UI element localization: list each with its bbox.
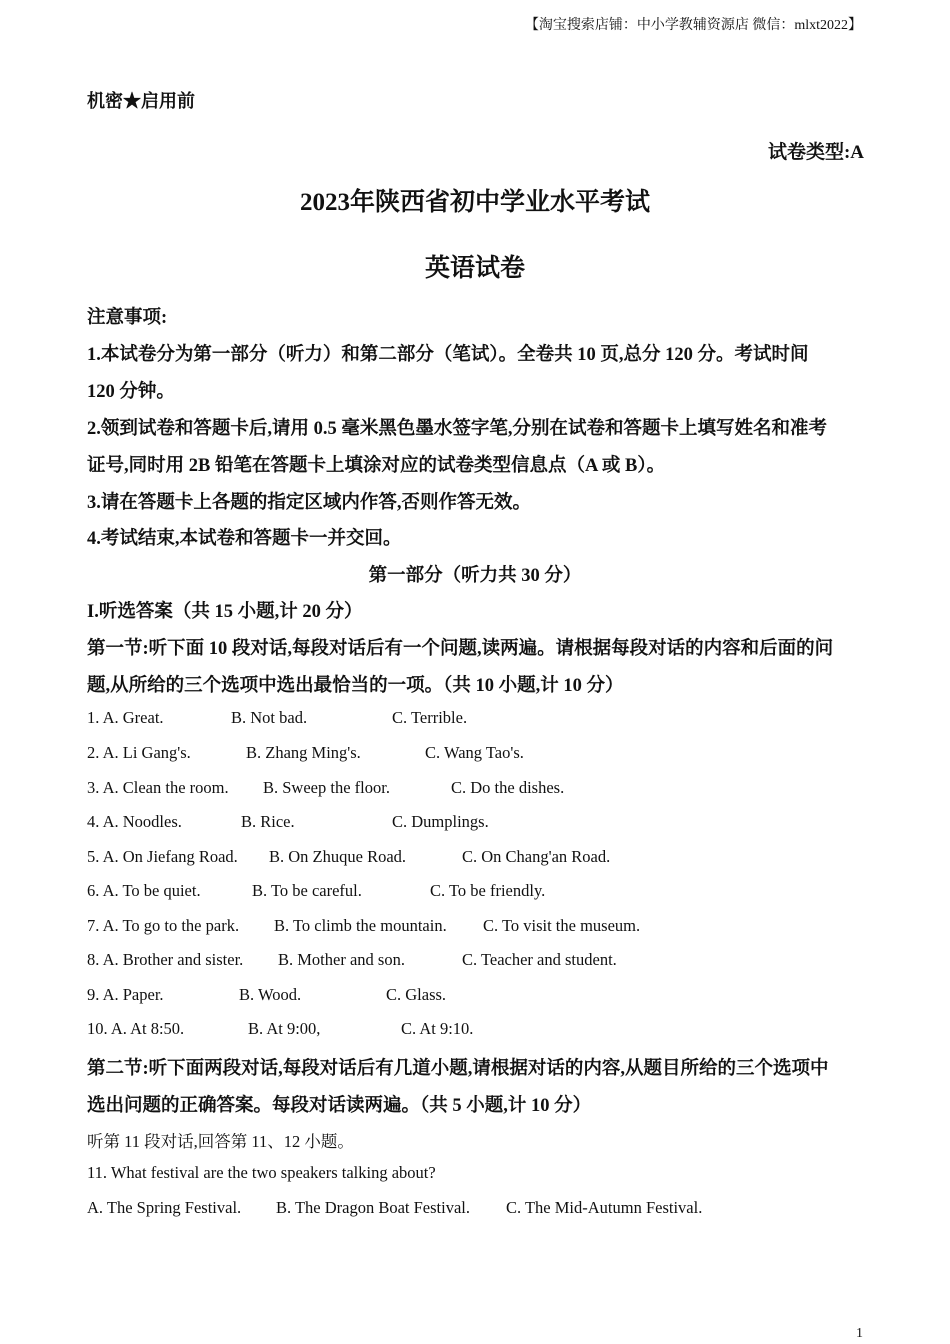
page-number: 1 <box>856 1326 863 1341</box>
option-c: C. On Chang'an Road. <box>462 847 611 866</box>
option-b: B. To climb the mountain. <box>274 916 447 935</box>
option-b: B. Not bad. <box>231 708 308 727</box>
option-b: B. Wood. <box>239 985 302 1004</box>
option-a: 2. A. Li Gang's. <box>87 743 191 762</box>
option-c: C. Terrible. <box>392 708 468 727</box>
section-1-instruction-line-1: 第一节:听下面 10 段对话,每段对话后有一个问题,读两遍。请根据每段对话的内容和后面的问 <box>87 639 834 659</box>
option-a: 5. A. On Jiefang Road. <box>87 847 238 866</box>
option-b: B. To be careful. <box>252 881 362 900</box>
option-c: C. Do the dishes. <box>451 778 565 797</box>
section-1-heading: I.听选答案（共 15 小题,计 20 分） <box>87 602 363 622</box>
exam-title: 2023年陕西省初中学业水平考试 <box>299 189 650 216</box>
option-c: C. Teacher and student. <box>462 950 617 969</box>
note-1-line-1: 1.本试卷分为第一部分（听力）和第二部分（笔试）。全卷共 10 页,总分 120 分。考试时间 <box>87 345 809 365</box>
section-2-instruction-line-2: 选出问题的正确答案。每段对话读两遍。（共 5 小题,计 10 分） <box>87 1096 592 1116</box>
option-b: B. The Dragon Boat Festival. <box>276 1198 471 1217</box>
question-row <box>0 950 950 974</box>
option-b: B. At 9:00, <box>248 1019 321 1038</box>
note-2-line-1: 2.领到试卷和答题卡后,请用 0.5 毫米黑色墨水签字笔,分别在试卷和答题卡上填写姓名和准考 <box>87 419 828 439</box>
header-note: 【淘宝搜索店铺：中小学教辅资源店 微信：mlxt2022】 <box>524 18 862 33</box>
note-4: 4.考试结束,本试卷和答题卡一并交回。 <box>87 529 402 549</box>
option-a: 7. A. To go to the park. <box>87 916 240 935</box>
option-a: 3. A. Clean the room. <box>87 778 229 797</box>
option-a: 4. A. Noodles. <box>87 812 182 831</box>
question-row <box>0 881 950 905</box>
option-c: C. The Mid-Autumn Festival. <box>506 1198 703 1217</box>
part-1-heading: 第一部分（听力共 30 分） <box>368 566 582 586</box>
section-2-instruction-line-1: 第二节:听下面两段对话,每段对话后有几道小题,请根据对话的内容,从题目所给的三个选项中 <box>87 1059 829 1079</box>
option-a: 10. A. At 8:50. <box>87 1019 185 1038</box>
question-row <box>0 743 950 767</box>
option-b: B. On Zhuque Road. <box>269 847 407 866</box>
question-row <box>0 778 950 802</box>
notes-heading: 注意事项: <box>87 308 168 328</box>
option-c: C. Glass. <box>386 985 447 1004</box>
option-c: C. At 9:10. <box>401 1019 474 1038</box>
option-c: C. To be friendly. <box>430 881 546 900</box>
option-a: A. The Spring Festival. <box>87 1198 242 1217</box>
option-b: B. Rice. <box>241 812 295 831</box>
option-c: C. To visit the museum. <box>483 916 641 935</box>
note-1-line-2: 120 分钟。 <box>87 382 175 402</box>
option-a: 6. A. To be quiet. <box>87 881 201 900</box>
option-a: 1. A. Great. <box>87 708 164 727</box>
option-a: 8. A. Brother and sister. <box>87 950 244 969</box>
option-c: C. Dumplings. <box>392 812 489 831</box>
question-11: 11. What festival are the two speakers talking about? <box>87 1163 436 1182</box>
question-11-options <box>0 1198 950 1222</box>
option-a: 9. A. Paper. <box>87 985 164 1004</box>
question-row <box>0 916 950 940</box>
option-b: B. Zhang Ming's. <box>246 743 361 762</box>
question-row <box>0 985 950 1009</box>
section-1-instruction-line-2: 题,从所给的三个选项中选出最恰当的一项。（共 10 小题,计 10 分） <box>87 676 624 696</box>
option-b: B. Mother and son. <box>278 950 405 969</box>
option-c: C. Wang Tao's. <box>425 743 524 762</box>
question-row <box>0 708 950 732</box>
exam-subtitle: 英语试卷 <box>424 255 525 282</box>
note-2-line-2: 证号,同时用 2B 铅笔在答题卡上填涂对应的试卷类型信息点（A 或 B）。 <box>87 456 666 476</box>
option-b: B. Sweep the floor. <box>263 778 390 797</box>
question-row <box>0 1019 950 1043</box>
paper-type: 试卷类型:A <box>767 142 864 163</box>
dialog-11-intro: 听第 11 段对话,回答第 11、12 小题。 <box>87 1132 354 1151</box>
note-3: 3.请在答题卡上各题的指定区域内作答,否则作答无效。 <box>87 493 532 513</box>
question-row <box>0 847 950 871</box>
confidential-label: 机密★启用前 <box>87 91 195 111</box>
question-row <box>0 812 950 836</box>
